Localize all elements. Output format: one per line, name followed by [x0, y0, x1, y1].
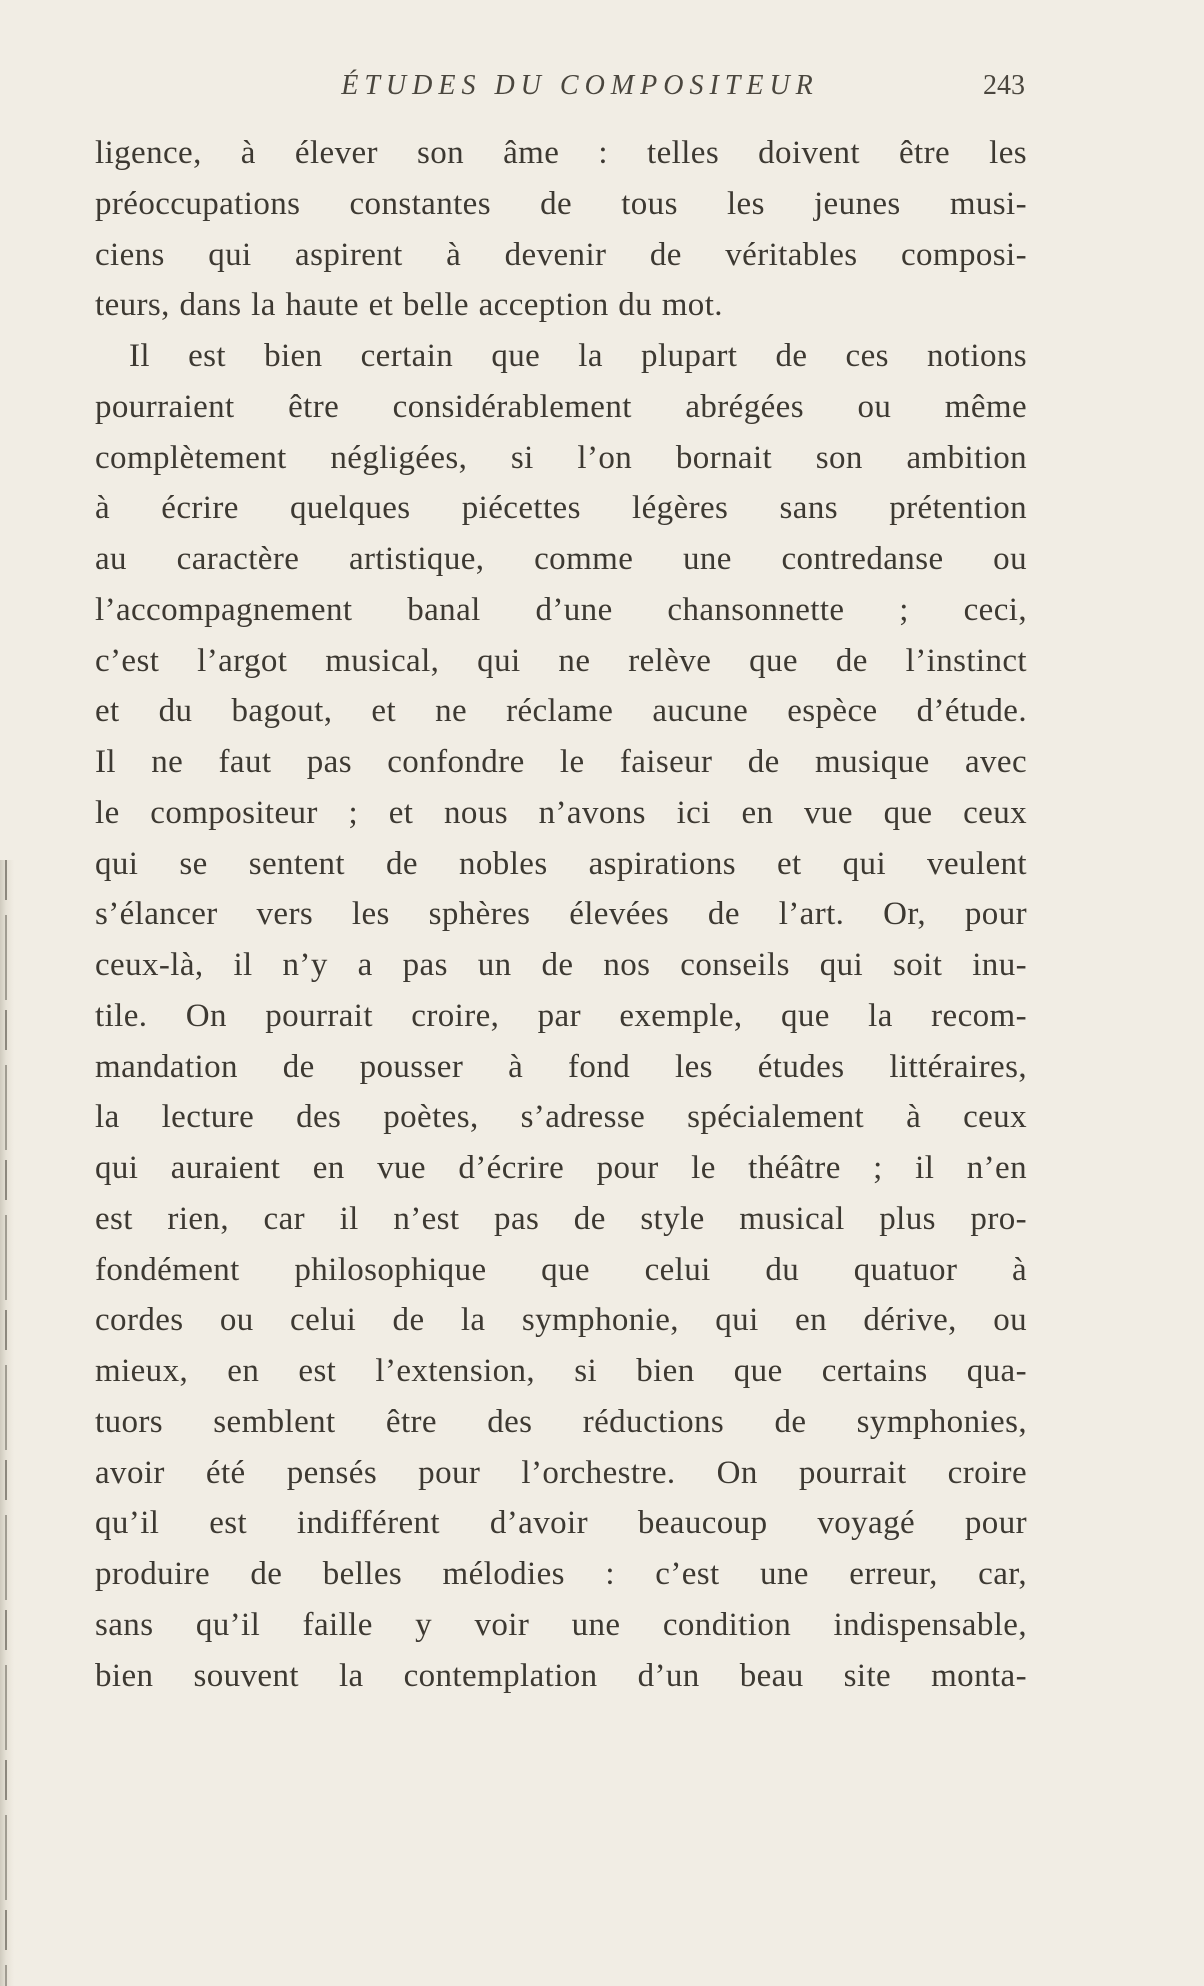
text-line: tuors semblent être des réductions de symphonies, [95, 1403, 1027, 1440]
text-line: Il ne faut pas confondre le faiseur de musique avec [95, 744, 1027, 780]
text-line: complètement négligées, si l’on bornait son ambition [95, 439, 1027, 476]
text-line: s’élancer vers les sphères élevées de l’art. Or, pour [95, 896, 1027, 933]
text-line: ligence, à élever son âme : telles doivent être les [95, 135, 1027, 171]
body-text [95, 128, 1027, 1701]
text-line: le compositeur ; et nous n’avons ici en vue que ceux [95, 794, 1027, 831]
page-number: 243 [983, 70, 1025, 101]
text-line: fondément philosophique que celui du quatuor à [95, 1251, 1027, 1288]
text-line: à écrire quelques piécettes légères sans prétention [95, 490, 1027, 527]
text-line: sans qu’il faille y voir une condition indispensable, [95, 1606, 1027, 1643]
text-line: la lecture des poètes, s’adresse spécialement à ceux [95, 1099, 1027, 1136]
text-line: tile. On pourrait croire, par exemple, que la recom- [95, 997, 1027, 1034]
text-line: produire de belles mélodies : c’est une erreur, car, [95, 1556, 1027, 1592]
text-line: bien souvent la contemplation d’un beau site monta- [95, 1657, 1027, 1694]
text-line: est rien, car il n’est pas de style musical plus pro- [95, 1200, 1027, 1237]
running-title: ÉTUDES DU COMPOSITEUR [341, 70, 819, 101]
text-line: avoir été pensés pour l’orchestre. On pourrait croire [95, 1454, 1027, 1491]
text-line: pourraient être considérablement abrégées ou même [95, 388, 1027, 425]
text-line: préoccupations constantes de tous les jeunes musi- [95, 185, 1027, 222]
text-line: et du bagout, et ne réclame aucune espèce d’étude. [95, 693, 1027, 730]
text-line: ceux-là, il n’y a pas un de nos conseils qui soit inu- [95, 947, 1027, 983]
text-line: cordes ou celui de la symphonie, qui en dérive, ou [95, 1302, 1027, 1339]
text-line: mandation de pousser à fond les études littéraires, [95, 1048, 1027, 1085]
text-line: au caractère artistique, comme une contredanse ou [95, 541, 1027, 577]
text-line: mieux, en est l’extension, si bien que certains qua- [95, 1353, 1027, 1389]
text-line: c’est l’argot musical, qui ne relève que de l’instinct [95, 642, 1027, 679]
text-line: qui se sentent de nobles aspirations et qui veulent [95, 845, 1027, 882]
text-line: teurs, dans la haute et belle acception du mot. [95, 287, 723, 324]
text-line: qu’il est indifférent d’avoir beaucoup voyagé pour [95, 1505, 1027, 1542]
text-line: l’accompagnement banal d’une chansonnette ; ceci, [95, 591, 1027, 628]
text-line: qui auraient en vue d’écrire pour le théâtre ; il n’en [95, 1150, 1027, 1186]
page-binding-edge [0, 860, 14, 1986]
text-line: ciens qui aspirent à devenir de véritables composi- [95, 236, 1027, 273]
text-line: Il est bien certain que la plupart de ces notions [129, 338, 1027, 374]
running-head [95, 70, 1025, 114]
